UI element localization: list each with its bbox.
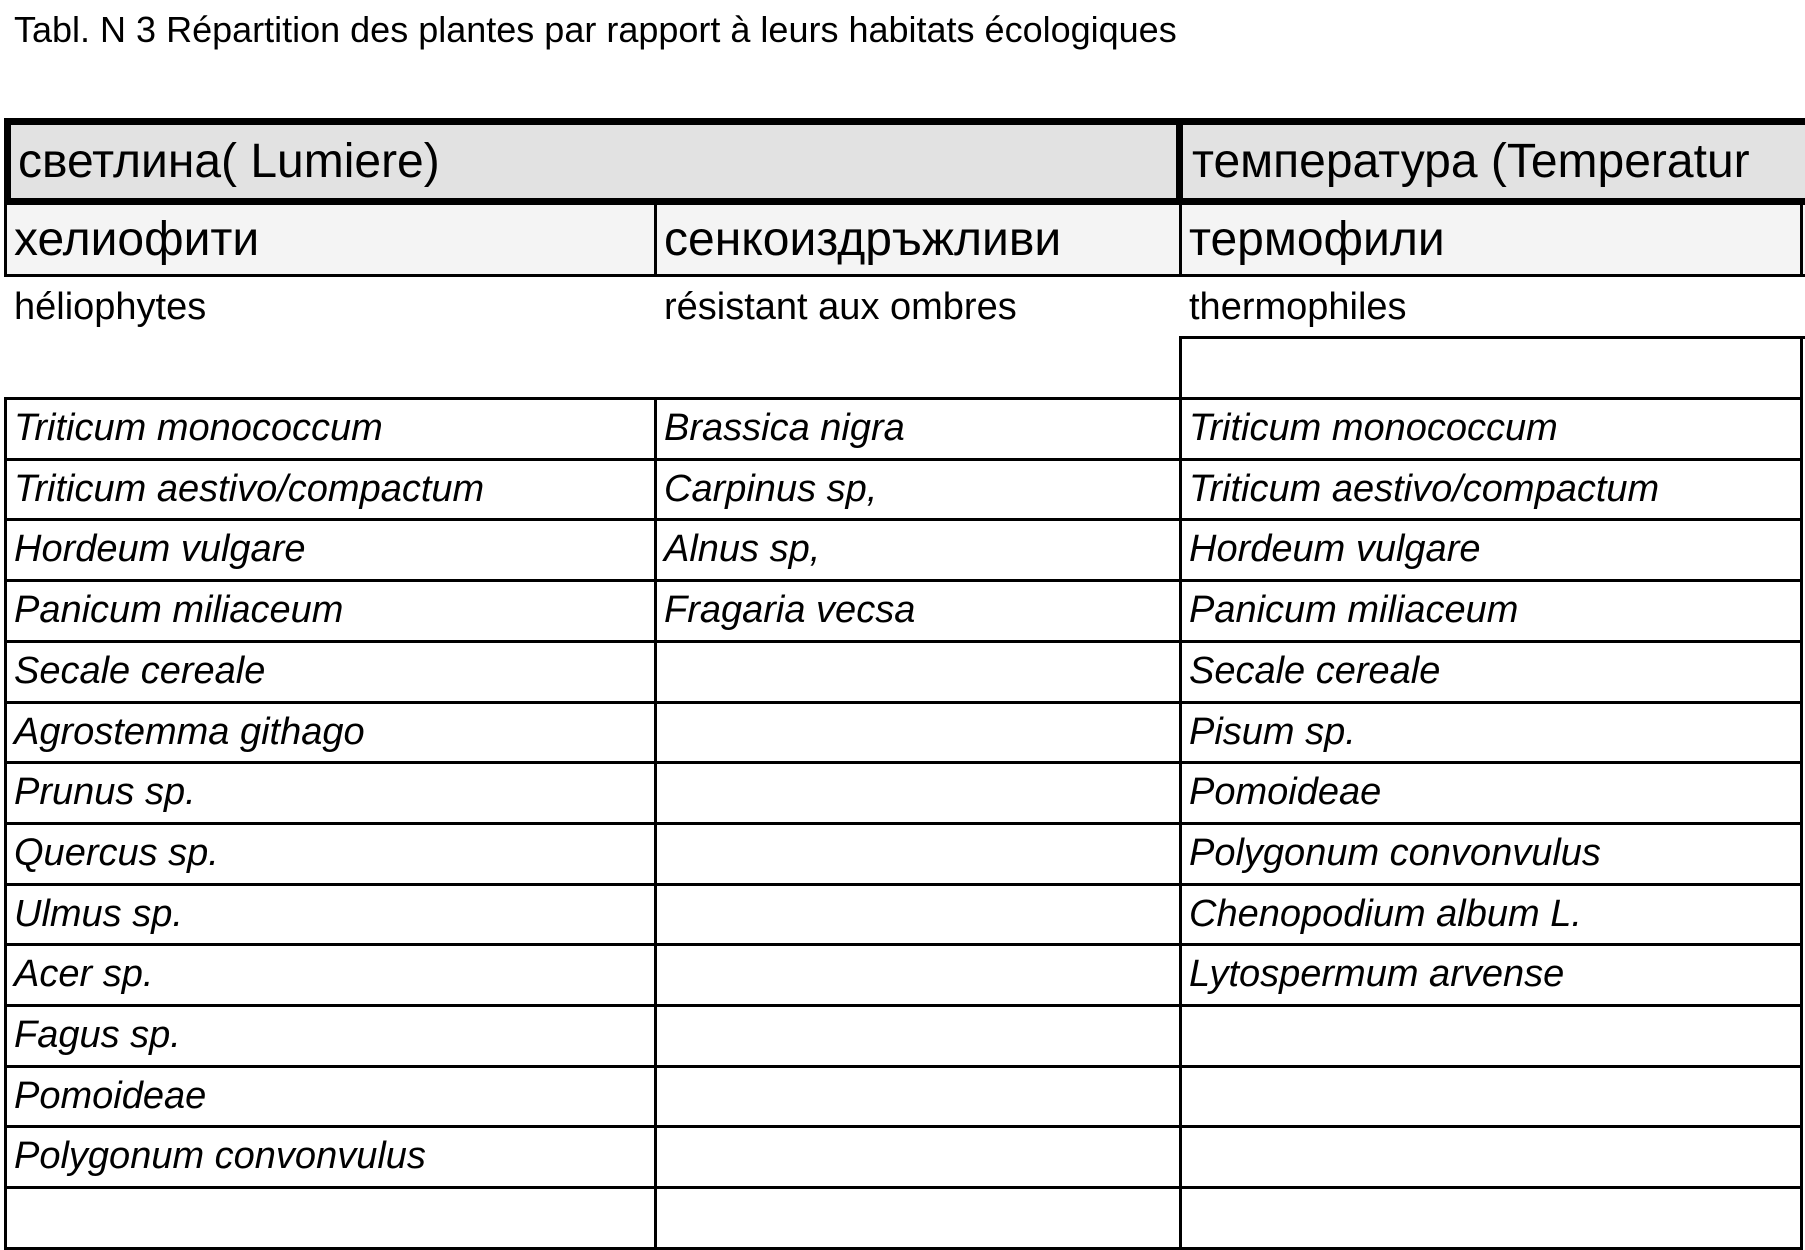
- border-v: [4, 118, 11, 205]
- table-cell-thermophiles: [1181, 1187, 1805, 1248]
- border-v: [1179, 198, 1182, 277]
- table-cell-thermophiles: Polygonum convonvulus: [1189, 831, 1601, 874]
- table-cell-heliophytes: [6, 1187, 656, 1248]
- border-h: [4, 822, 1803, 825]
- table-cell-shade-tolerant: Brassica nigra: [664, 407, 905, 449]
- table-cell-thermophiles: Lytospermum arvense: [1189, 953, 1565, 996]
- border-v: [1800, 336, 1803, 398]
- table-cell-thermophiles: Secale cereale: [1189, 649, 1441, 692]
- column-label-fr-heliophytes: héliophytes: [14, 286, 207, 328]
- border-h: [4, 518, 1803, 521]
- table-cell-heliophytes: Triticum monococcum: [14, 407, 383, 449]
- table-cell-heliophytes: Hordeum vulgare: [14, 528, 306, 571]
- table-cell-heliophytes: Fagus sp.: [14, 1014, 181, 1056]
- column-label-fr-thermophiles: thermophiles: [1189, 286, 1407, 328]
- group-header-temperature: температура (Temperatur: [1192, 135, 1750, 188]
- column-label-fr-shade-tolerant: résistant aux ombres: [664, 286, 1017, 328]
- table-cell-shade-tolerant: [656, 641, 1179, 702]
- table-cell-heliophytes: Quercus sp.: [14, 831, 219, 874]
- table-cell-thermophiles: [1181, 1005, 1805, 1066]
- table-cell-shade-tolerant: [656, 1005, 1179, 1066]
- table-cell-heliophytes: Secale cereale: [14, 649, 266, 692]
- border-v: [1179, 397, 1182, 1249]
- table-cell-shade-tolerant: [656, 702, 1179, 763]
- table-cell-shade-tolerant: [656, 884, 1179, 945]
- table-cell-shade-tolerant: [656, 823, 1179, 884]
- border-v: [1179, 336, 1182, 398]
- table-title: Tabl. N 3 Répartition des plantes par rapport à leurs habitats écologiques: [14, 9, 1177, 50]
- border-h: [4, 640, 1803, 643]
- table-cell-heliophytes: Prunus sp.: [14, 771, 196, 814]
- table-cell-shade-tolerant: [656, 944, 1179, 1005]
- border-h: [1179, 336, 1805, 339]
- table-cell-heliophytes: Agrostemma githago: [14, 710, 365, 753]
- column-header-heliophytes: хелиофити: [14, 213, 260, 266]
- border-v: [654, 397, 657, 1249]
- border-h: [4, 943, 1803, 946]
- table-cell-shade-tolerant: Fragaria vecsa: [664, 589, 916, 632]
- border-v: [1800, 198, 1803, 277]
- border-h: [4, 579, 1803, 582]
- border-h: [4, 1004, 1803, 1007]
- column-header-thermophiles: термофили: [1189, 213, 1445, 266]
- table-cell-thermophiles: Pisum sp.: [1189, 710, 1356, 753]
- table-cell-thermophiles: Triticum aestivo/compactum: [1189, 467, 1660, 510]
- table-cell-heliophytes: Triticum aestivo/compactum: [14, 467, 485, 510]
- border-h: [4, 397, 1803, 400]
- table-cell-thermophiles: Hordeum vulgare: [1189, 528, 1481, 571]
- table-cell-heliophytes: Pomoideae: [14, 1074, 207, 1117]
- border-v: [1800, 397, 1803, 1249]
- border-h: [4, 761, 1803, 764]
- table-cell-heliophytes: Panicum miliaceum: [14, 589, 344, 632]
- table-cell-shade-tolerant: [656, 1066, 1179, 1127]
- border-h: [4, 1065, 1803, 1068]
- border-h: [4, 701, 1803, 704]
- table-cell-heliophytes: Polygonum convonvulus: [14, 1135, 426, 1178]
- table-cell-shade-tolerant: [656, 1126, 1179, 1187]
- table-cell-shade-tolerant: Alnus sp,: [664, 528, 821, 571]
- border-h: [4, 1125, 1803, 1128]
- border-h: [4, 1186, 1803, 1189]
- group-header-light: светлина( Lumiere): [18, 135, 440, 188]
- table-cell-shade-tolerant: [656, 1187, 1179, 1248]
- border-h: [4, 883, 1803, 886]
- table-cell-thermophiles: [1181, 1126, 1805, 1187]
- border-h: [4, 458, 1803, 461]
- table-cell-heliophytes: Ulmus sp.: [14, 892, 183, 935]
- table-cell-thermophiles: Chenopodium album L.: [1189, 892, 1582, 935]
- border-h: [4, 198, 1805, 205]
- border-v: [654, 198, 657, 277]
- table-cell-shade-tolerant: Carpinus sp,: [664, 467, 878, 510]
- border-v: [4, 397, 7, 1249]
- border-v: [4, 198, 7, 277]
- table-cell-thermophiles: Triticum monococcum: [1189, 407, 1558, 449]
- table-cell-shade-tolerant: [656, 762, 1179, 823]
- table-cell-thermophiles: Pomoideae: [1189, 771, 1382, 814]
- table-cell-thermophiles: [1181, 1066, 1805, 1127]
- border-h: [4, 118, 1805, 125]
- border-h: [4, 274, 1805, 277]
- column-header-shade-tolerant: сенкоиздръжливи: [664, 213, 1062, 266]
- table-cell-thermophiles: Panicum miliaceum: [1189, 589, 1519, 632]
- border-v: [1176, 118, 1183, 205]
- table-cell-heliophytes: Acer sp.: [14, 953, 154, 996]
